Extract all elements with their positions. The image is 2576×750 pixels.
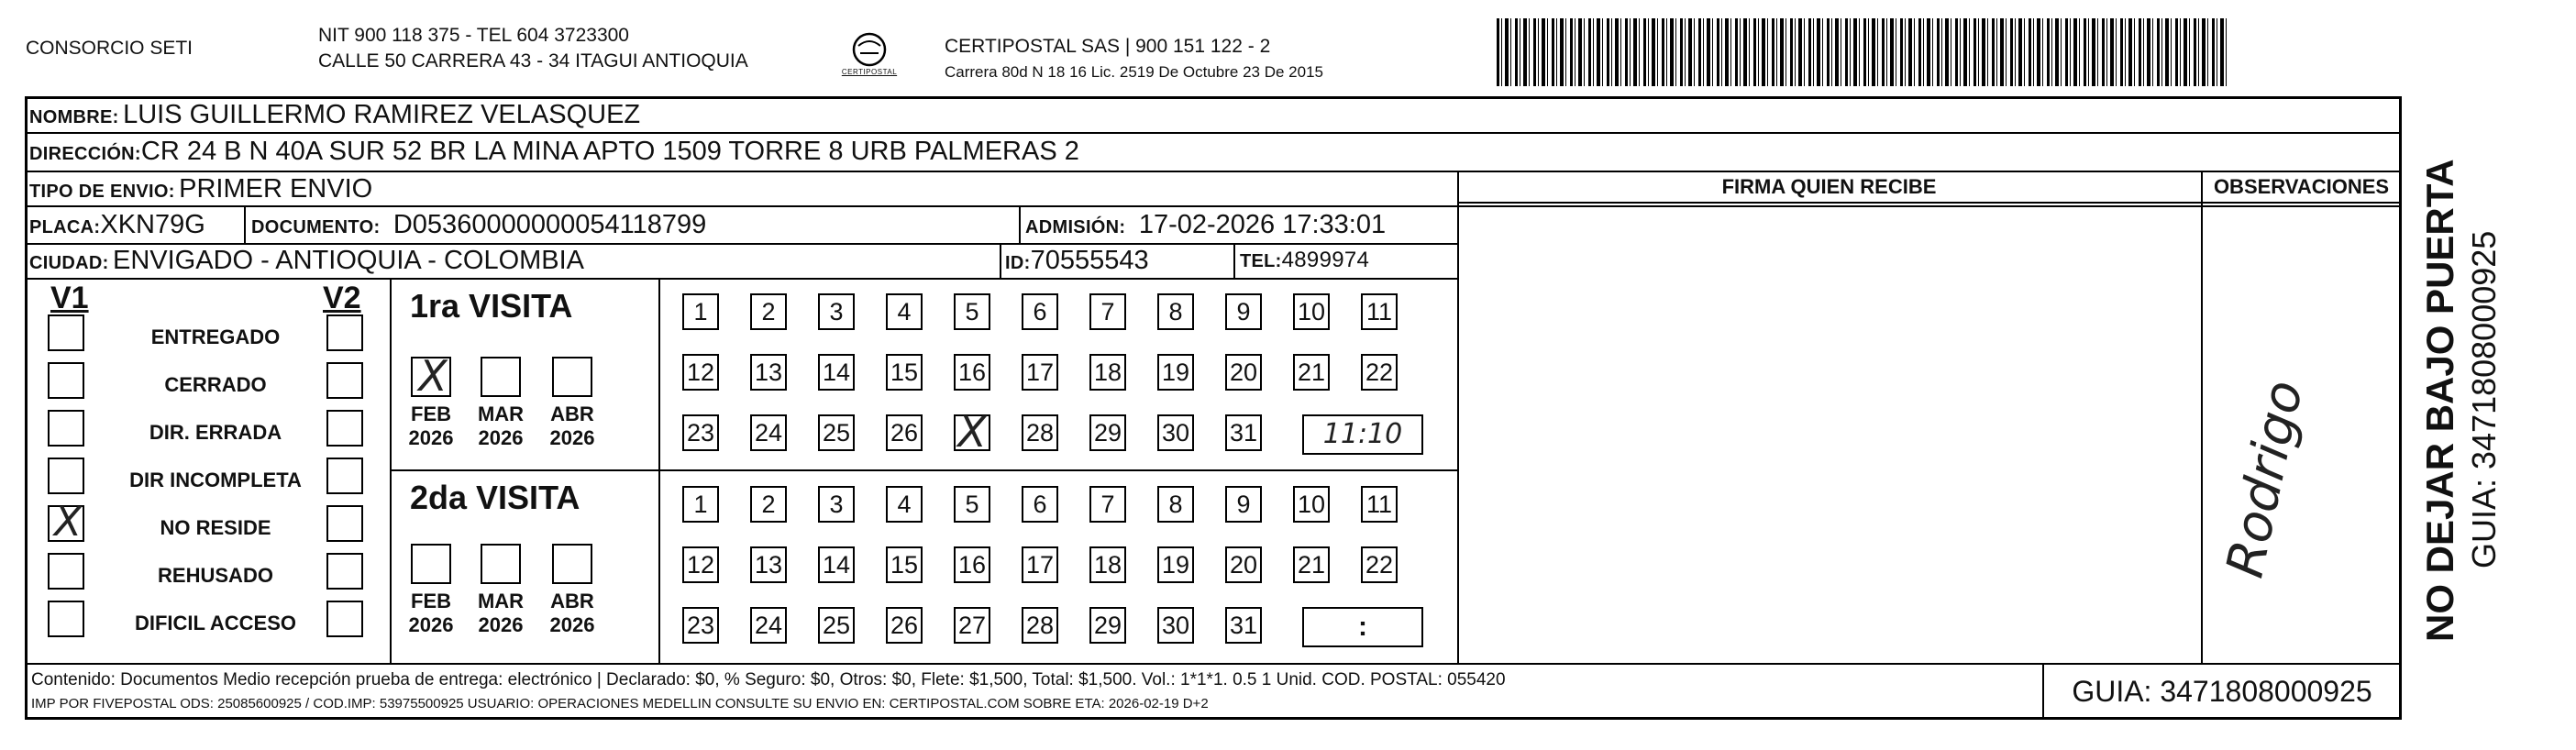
day-box-13[interactable]: 13 <box>750 546 787 583</box>
admision-label: ADMISIÓN: <box>1025 217 1126 237</box>
status-v1-checkbox[interactable] <box>48 314 84 351</box>
day-box-31[interactable]: 31 <box>1225 414 1262 451</box>
logo-lettering: CERTIPOSTAL <box>841 68 898 76</box>
day-box-9[interactable]: 9 <box>1225 486 1262 523</box>
month-label: FEB <box>411 403 451 425</box>
footer-imp-line: IMP POR FIVEPOSTAL ODS: 25085600925 / COD.IMP: 53975500925 USUARIO: OPERACIONES MEDELLIN CONSULTE SU ENVIO EN: CERTIPOSTAL.COM SOBRE ETA: 2026-02-19 D+2 <box>31 696 1209 711</box>
tel-value: 4899974 <box>1281 248 1370 272</box>
day-box-15[interactable]: 15 <box>886 546 923 583</box>
day-box-24[interactable]: 24 <box>750 607 787 644</box>
day-box-5[interactable]: 5 <box>954 486 990 523</box>
day-box-24[interactable]: 24 <box>750 414 787 451</box>
day-box-9[interactable]: 9 <box>1225 293 1262 330</box>
v2-header: V2 <box>323 281 361 315</box>
tipo-value: PRIMER ENVIO <box>179 174 373 204</box>
direccion-row <box>29 136 1079 171</box>
day-box-31[interactable]: 31 <box>1225 607 1262 644</box>
visit2-time-box[interactable]: : <box>1302 607 1423 647</box>
day-box-15[interactable]: 15 <box>886 354 923 391</box>
nombre-value: LUIS GUILLERMO RAMIREZ VELASQUEZ <box>123 100 641 129</box>
day-box-22[interactable]: 22 <box>1361 354 1398 391</box>
month-year: 2026 <box>549 613 595 636</box>
day-box-7[interactable]: 7 <box>1089 486 1126 523</box>
day-box-21[interactable]: 21 <box>1293 354 1330 391</box>
status-v1-checkbox[interactable] <box>48 499 84 546</box>
day-box-6[interactable]: 6 <box>1022 293 1058 330</box>
month-checkbox[interactable] <box>481 544 521 584</box>
day-box-12[interactable]: 12 <box>682 354 719 391</box>
day-box-29[interactable]: 29 <box>1089 414 1126 451</box>
day-box-3[interactable]: 3 <box>818 486 855 523</box>
license-line: Carrera 80d N 18 16 Lic. 2519 De Octubre 23 De 2015 <box>945 63 1323 81</box>
documento-value: D05360000000054118799 <box>392 210 707 239</box>
status-v1-checkbox[interactable] <box>48 458 84 494</box>
month-year: 2026 <box>478 426 524 449</box>
status-label: DIR. ERRADA <box>149 421 282 444</box>
month-year: 2026 <box>549 426 595 449</box>
day-box-18[interactable]: 18 <box>1089 546 1126 583</box>
month-year: 2026 <box>408 426 454 449</box>
day-box-30[interactable]: 30 <box>1157 414 1194 451</box>
day-box-3[interactable]: 3 <box>818 293 855 330</box>
documento-cell <box>251 209 706 245</box>
status-label: REHUSADO <box>158 564 273 587</box>
day-box-19[interactable]: 19 <box>1157 546 1194 583</box>
placa-label: PLACA: <box>29 217 101 237</box>
nit-line: NIT 900 118 375 - TEL 604 3723300 <box>318 25 629 46</box>
month-label: FEB <box>411 590 451 612</box>
status-mark: X <box>53 499 83 546</box>
id-label: ID: <box>1005 253 1031 273</box>
side-guia: GUIA: 3471808000925 <box>2465 230 2503 568</box>
day-box-16[interactable]: 16 <box>954 546 990 583</box>
tel-cell <box>1240 245 1369 279</box>
status-label: DIFICIL ACCESO <box>134 612 296 634</box>
nombre-row <box>29 99 640 135</box>
day-box-8[interactable]: 8 <box>1157 293 1194 330</box>
status-label: CERRADO <box>164 373 267 396</box>
firma-header: FIRMA QUIEN RECIBE <box>1721 175 1937 198</box>
status-v2-checkbox[interactable] <box>326 553 363 590</box>
day-box-25[interactable]: 25 <box>818 607 855 644</box>
day-box-1[interactable]: 1 <box>682 486 719 523</box>
status-label: NO RESIDE <box>160 516 271 539</box>
visit2-title: 2da VISITA <box>410 479 580 516</box>
day-box-18[interactable]: 18 <box>1089 354 1126 391</box>
day-box-6[interactable]: 6 <box>1022 486 1058 523</box>
documento-label: DOCUMENTO: <box>251 217 381 237</box>
day-box-16[interactable]: 16 <box>954 354 990 391</box>
day-box-2[interactable]: 2 <box>750 486 787 523</box>
day-box-10[interactable]: 10 <box>1293 486 1330 523</box>
day-box-12[interactable]: 12 <box>682 546 719 583</box>
status-v2-checkbox[interactable] <box>326 410 363 447</box>
month-checkbox[interactable] <box>481 357 521 397</box>
day-box-14[interactable]: 14 <box>818 354 855 391</box>
id-cell <box>1005 245 1149 281</box>
day-box-17[interactable]: 17 <box>1022 354 1058 391</box>
visit1-title: 1ra VISITA <box>410 287 573 325</box>
day-box-26[interactable]: 26 <box>886 607 923 644</box>
day-box-23[interactable]: 23 <box>682 414 719 451</box>
month-checkbox[interactable] <box>411 351 451 401</box>
status-v2-checkbox[interactable] <box>326 362 363 399</box>
day-box-19[interactable]: 19 <box>1157 354 1194 391</box>
barcode <box>1497 18 2227 86</box>
day-box-2[interactable]: 2 <box>750 293 787 330</box>
day-box-11[interactable]: 11 <box>1361 486 1398 523</box>
day-box-11[interactable]: 11 <box>1361 293 1398 330</box>
day-box-20[interactable]: 20 <box>1225 354 1262 391</box>
signature: Rodrigo <box>2215 375 2316 583</box>
month-label: MAR <box>477 590 525 612</box>
day-box-27[interactable]: 27 <box>954 607 990 644</box>
visit1-time-box[interactable]: 11:10 <box>1302 414 1423 455</box>
day-box-28[interactable]: 28 <box>1022 414 1058 451</box>
day-box-5[interactable]: 5 <box>954 293 990 330</box>
day-box-13[interactable]: 13 <box>750 354 787 391</box>
day-box-23[interactable]: 23 <box>682 607 719 644</box>
nombre-label: NOMBRE: <box>29 107 119 127</box>
status-v1-checkbox[interactable] <box>48 553 84 590</box>
address-line: CALLE 50 CARRERA 43 - 34 ITAGUI ANTIOQUIA <box>318 50 748 72</box>
placa-cell <box>29 209 205 245</box>
status-v2-checkbox[interactable] <box>326 505 363 542</box>
month-year: 2026 <box>408 613 454 636</box>
ciudad-value: ENVIGADO - ANTIOQUIA - COLOMBIA <box>113 246 585 275</box>
id-value: 70555543 <box>1030 246 1149 275</box>
day-box-21[interactable]: 21 <box>1293 546 1330 583</box>
day-box-29[interactable]: 29 <box>1089 607 1126 644</box>
tipo-row <box>29 173 372 209</box>
certipostal-logo <box>828 28 911 83</box>
month-checkbox[interactable] <box>552 357 592 397</box>
status-v2-checkbox[interactable] <box>326 601 363 637</box>
day-box-1[interactable]: 1 <box>682 293 719 330</box>
status-v1-checkbox[interactable] <box>48 601 84 637</box>
day-box-4[interactable]: 4 <box>886 293 923 330</box>
month-label: ABR <box>550 590 594 612</box>
placa-value: XKN79G <box>100 210 205 239</box>
day-box-17[interactable]: 17 <box>1022 546 1058 583</box>
certipostal-line: CERTIPOSTAL SAS | 900 151 122 - 2 <box>945 36 1271 57</box>
status-label: DIR INCOMPLETA <box>129 469 302 491</box>
admision-value: 17-02-2026 17:33:01 <box>1138 210 1387 239</box>
day-box-10[interactable]: 10 <box>1293 293 1330 330</box>
month-checkbox[interactable] <box>552 544 592 584</box>
day-box-28[interactable]: 28 <box>1022 607 1058 644</box>
day-box-22[interactable]: 22 <box>1361 546 1398 583</box>
month-label: ABR <box>550 403 594 425</box>
side-warning: NO DEJAR BAJO PUERTA <box>2418 159 2461 642</box>
day-box-8[interactable]: 8 <box>1157 486 1194 523</box>
tel-label: TEL: <box>1240 251 1282 271</box>
footer-guia: GUIA: 3471808000925 <box>2072 675 2372 708</box>
status-v1-checkbox[interactable] <box>48 410 84 447</box>
observaciones-header: OBSERVACIONES <box>2213 175 2390 198</box>
status-v2-checkbox[interactable] <box>326 314 363 351</box>
ciudad-cell <box>29 245 584 281</box>
ciudad-label: CIUDAD: <box>29 253 109 273</box>
day-box-7[interactable]: 7 <box>1089 293 1126 330</box>
company-name: CONSORCIO SETI <box>26 38 193 59</box>
status-v2-checkbox[interactable] <box>326 458 363 494</box>
day-box-25[interactable]: 25 <box>818 414 855 451</box>
month-checkbox[interactable] <box>411 544 451 584</box>
direccion-label: DIRECCIÓN: <box>29 144 141 164</box>
status-label: ENTREGADO <box>150 325 281 348</box>
direccion-value: CR 24 B N 40A SUR 52 BR LA MINA APTO 1509 TORRE 8 URB PALMERAS 2 <box>140 137 1079 166</box>
month-label: MAR <box>477 403 525 425</box>
day-box-20[interactable]: 20 <box>1225 546 1262 583</box>
day-box-30[interactable]: 30 <box>1157 607 1194 644</box>
v1-header: V1 <box>50 281 89 315</box>
admision-cell <box>1025 209 1386 245</box>
tipo-label: TIPO DE ENVIO: <box>29 182 175 202</box>
day-box-26[interactable]: 26 <box>886 414 923 451</box>
month-year: 2026 <box>478 613 524 636</box>
status-v1-checkbox[interactable] <box>48 362 84 399</box>
footer-content-line: Contenido: Documentos Medio recepción prueba de entrega: electrónico | Declarado: $0, % Seguro: $0, Otros: $0, Flete: $1,500, Total: $1,500. Vol.: 1*1*1. 0.5 1 Unid. COD. POSTAL: 055420 <box>31 670 1506 689</box>
month-mark: X <box>418 351 448 401</box>
day-box-14[interactable]: 14 <box>818 546 855 583</box>
day-mark: X <box>957 407 987 457</box>
day-box-4[interactable]: 4 <box>886 486 923 523</box>
